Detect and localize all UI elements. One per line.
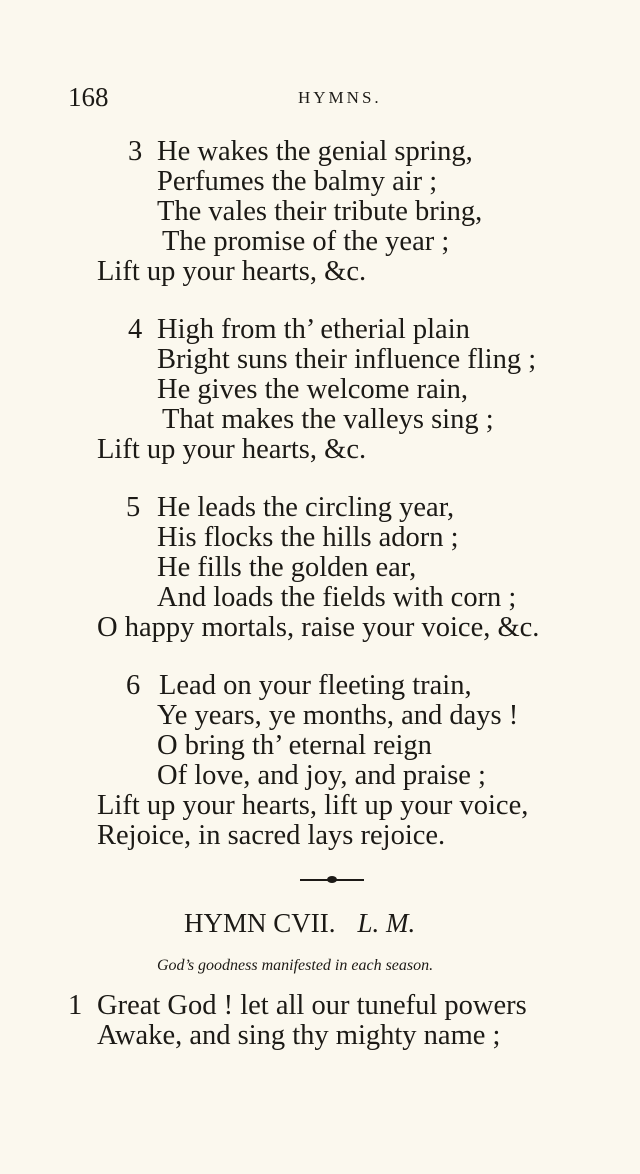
verse-line: The vales their tribute bring, <box>157 196 483 227</box>
stanza-number: 3 <box>128 136 143 167</box>
verse-line: He wakes the genial spring, <box>157 136 473 167</box>
verse-line: He fills the golden ear, <box>157 552 417 583</box>
verse-line: Lift up your hearts, &c. <box>97 434 367 465</box>
verse-line: Great God ! let all our tuneful powers <box>97 990 527 1021</box>
stanza-number: 4 <box>128 314 143 345</box>
verse-line: Lift up your hearts, &c. <box>97 256 367 287</box>
verse-line: High from th’ etherial plain <box>157 314 470 345</box>
divider-ornament <box>327 876 337 883</box>
verse-line: The promise of the year ; <box>162 226 450 257</box>
verse-line: Awake, and sing thy mighty name ; <box>97 1020 501 1051</box>
hymn-subtitle: God’s goodness manifested in each season. <box>157 957 434 974</box>
stanza-number: 5 <box>126 492 141 523</box>
stanza-number: 1 <box>68 990 83 1021</box>
verse-line: That makes the valleys sing ; <box>162 404 494 435</box>
hymn-number: HYMN CVII. <box>184 908 336 938</box>
verse-line: Of love, and joy, and praise ; <box>157 760 486 791</box>
verse-line: Bright suns their influence fling ; <box>157 344 537 375</box>
page-header <box>68 82 588 118</box>
verse-line: Ye years, ye months, and days ! <box>157 700 519 731</box>
verse-line: He leads the circling year, <box>157 492 455 523</box>
hymn-title <box>184 908 415 939</box>
verse-line: Rejoice, in sacred lays rejoice. <box>97 820 446 851</box>
hymn-meter: L. M. <box>357 908 416 938</box>
stanza-number: 6 <box>126 670 141 701</box>
verse-line: His flocks the hills adorn ; <box>157 522 459 553</box>
running-head: HYMNS. <box>298 88 382 107</box>
verse-line: Lead on your fleeting train, <box>159 670 472 701</box>
page-number: 168 <box>68 82 109 112</box>
verse-line: O happy mortals, raise your voice, &c. <box>97 612 540 643</box>
ornamental-divider <box>300 877 364 883</box>
verse-line: O bring th’ eternal reign <box>157 730 432 761</box>
verse-line: And loads the fields with corn ; <box>157 582 517 613</box>
verse-line: He gives the welcome rain, <box>157 374 469 405</box>
verse-line: Perfumes the balmy air ; <box>157 166 438 197</box>
verse-line: Lift up your hearts, lift up your voice, <box>97 790 529 821</box>
